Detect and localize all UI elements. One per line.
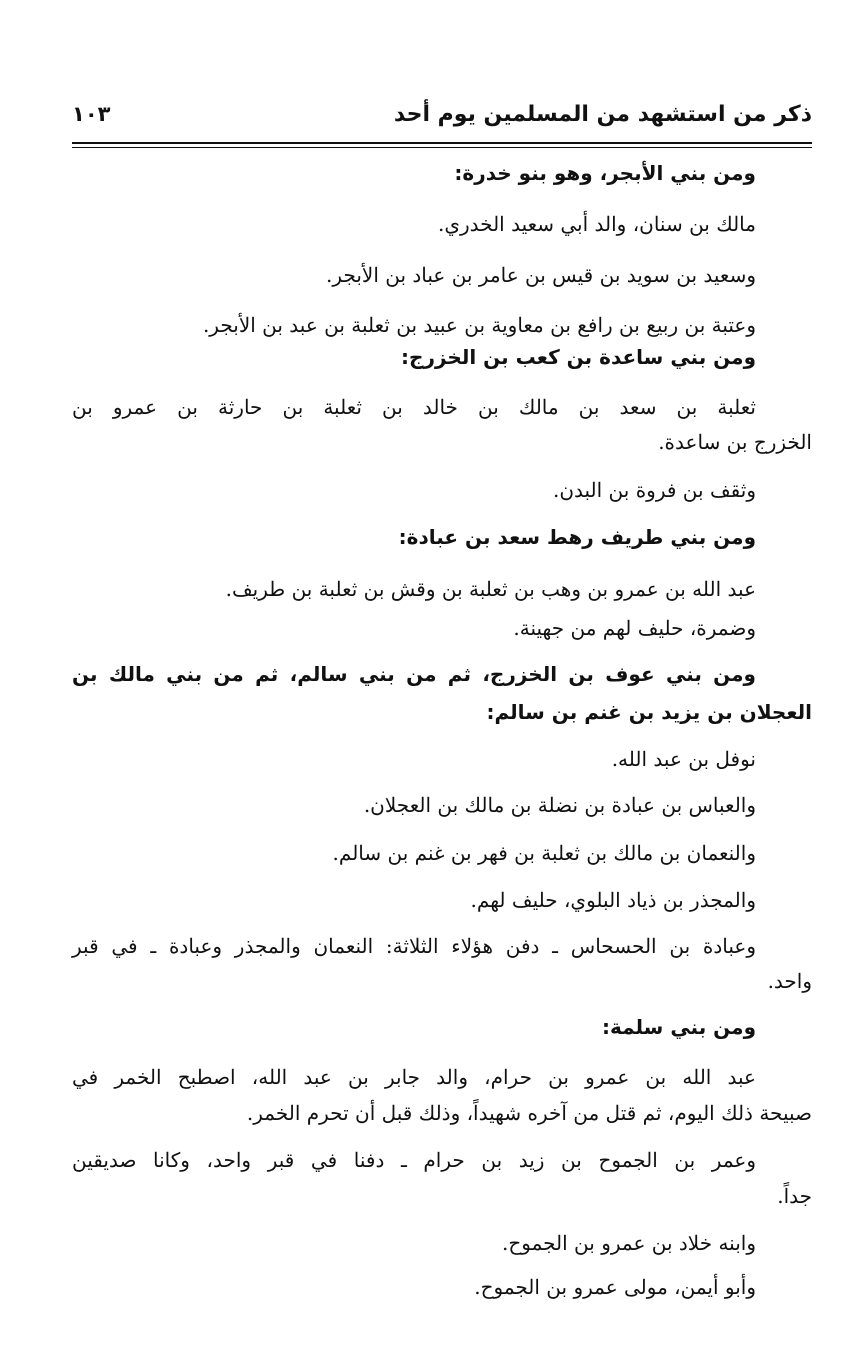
text-line: والنعمان بن مالك بن ثعلبة بن فهر بن غنم بن سالم. [332, 841, 756, 865]
running-title: ذكر من استشهد من المسلمين يوم أحد [393, 102, 812, 127]
section-heading: ومن بني سلمة: [601, 1015, 756, 1039]
page-number: ١٠٣ [72, 102, 111, 126]
text-line: مالك بن سنان، والد أبي سعيد الخدري. [438, 212, 756, 236]
text-line: جداً. [777, 1184, 812, 1208]
text-line: وابنه خلاد بن عمرو بن الجموح. [501, 1231, 756, 1255]
text-line: الخزرج بن ساعدة. [658, 430, 812, 454]
section-heading: العجلان بن يزيد بن غنم بن سالم: [486, 700, 812, 724]
text-line: عبد الله بن عمرو بن حرام، والد جابر بن عبد الله، اصطبح الخمر في [72, 1065, 756, 1089]
text-line: وثقف بن فروة بن البدن. [552, 478, 756, 502]
running-header [72, 98, 812, 138]
text-line: وعتبة بن ربيع بن رافع بن معاوية بن عبيد بن ثعلبة بن عبد بن الأبجر. [202, 313, 756, 337]
section-heading: ومن بني طريف رهط سعد بن عبادة: [398, 525, 756, 549]
text-line: عبد الله بن عمرو بن وهب بن ثعلبة بن وقش بن ثعلبة بن طريف. [225, 577, 756, 601]
text-line: وعبادة بن الحسحاس ـ دفن هؤلاء الثلاثة: النعمان والمجذر وعبادة ـ في قبر [72, 934, 756, 958]
section-heading: ومن بني ساعدة بن كعب بن الخزرج: [401, 345, 756, 369]
text-line: والمجذر بن ذياد البلوي، حليف لهم. [470, 888, 756, 912]
text-line: والعباس بن عبادة بن نضلة بن مالك بن العجلان. [363, 793, 756, 817]
header-rule-thin [72, 147, 812, 148]
text-line: وعمر بن الجموح بن زيد بن حرام ـ دفنا في قبر واحد، وكانا صديقين [72, 1148, 756, 1172]
section-heading: ومن بني عوف بن الخزرج، ثم من بني سالم، ثم من بني مالك بن [72, 662, 756, 686]
text-line: وضمرة، حليف لهم من جهينة. [513, 616, 756, 640]
text-line: واحد. [767, 969, 812, 993]
text-line: نوفل بن عبد الله. [611, 747, 756, 771]
text-line: وسعيد بن سويد بن قيس بن عامر بن عباد بن الأبجر. [326, 263, 756, 287]
section-heading: ومن بني الأبجر، وهو بنو خدرة: [454, 161, 756, 185]
text-line: وأبو أيمن، مولى عمرو بن الجموح. [474, 1275, 756, 1299]
text-line: صبيحة ذلك اليوم، ثم قتل من آخره شهيداً، وذلك قبل أن تحرم الخمر. [246, 1101, 812, 1125]
header-rule-thick [72, 142, 812, 144]
text-line: ثعلبة بن سعد بن مالك بن خالد بن ثعلبة بن حارثة بن عمرو بن [72, 395, 756, 419]
